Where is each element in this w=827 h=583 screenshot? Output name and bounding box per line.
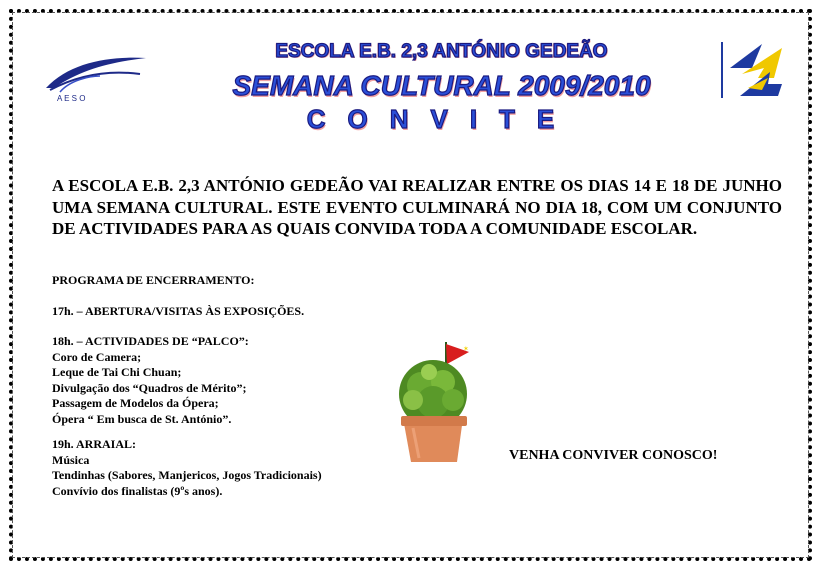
arraial-item: Convívio dos finalistas (9ºs anos).	[52, 483, 223, 498]
intro-paragraph: A ESCOLA E.B. 2,3 ANTÓNIO GEDEÃO VAI REALIZAR ENTRE OS DIAS 14 E 18 DE JUNHO UMA SEMANA CULTURAL. ESTE EVENTO CULMINARÁ NO DIA 18, COM UM CONJUNTO DE ACTIVIDADES PARA AS QUAIS CONVIDA TODA A COMUNIDADE ESCOLAR.	[52, 176, 782, 238]
invitation-heading: CONVITE	[306, 104, 577, 134]
aeso-logo-text: A E S O	[57, 94, 86, 103]
svg-text:✶: ✶	[463, 346, 469, 353]
arraial-heading: 19h. ARRAIAL:	[52, 437, 137, 451]
arraial-item: Música	[52, 452, 90, 467]
stage-item: Coro de Camera;	[52, 349, 142, 364]
stage-item: Leque de Tai Chi Chuan;	[52, 365, 182, 379]
stage-activities-block	[52, 334, 249, 427]
arraial-block	[52, 437, 322, 499]
event-title-heading: SEMANA CULTURAL 2009/2010	[232, 70, 651, 101]
arraial-item: Tendinhas (Sabores, Manjericos, Jogos Tradicionais)	[52, 468, 322, 482]
call-to-action: VENHA CONVIVER CONOSCO!	[509, 448, 718, 463]
stage-item: Passagem de Modelos da Ópera;	[52, 396, 219, 410]
stage-item: Ópera “ Em busca de St. António”.	[52, 411, 232, 426]
school-name-heading: ESCOLA E.B. 2,3 ANTÓNIO GEDEÃO	[275, 41, 608, 62]
program-title: PROGRAMA DE ENCERRAMENTO:	[52, 273, 255, 287]
program-opening: 17h. – ABERTURA/VISITAS ÀS EXPOSIÇÕES.	[52, 304, 305, 318]
stage-heading: 18h. – ACTIVIDADES DE “PALCO”:	[52, 334, 249, 348]
basil-pot-with-flag-icon	[389, 338, 481, 466]
stage-item: Divulgação dos “Quadros de Mérito”;	[52, 380, 247, 395]
